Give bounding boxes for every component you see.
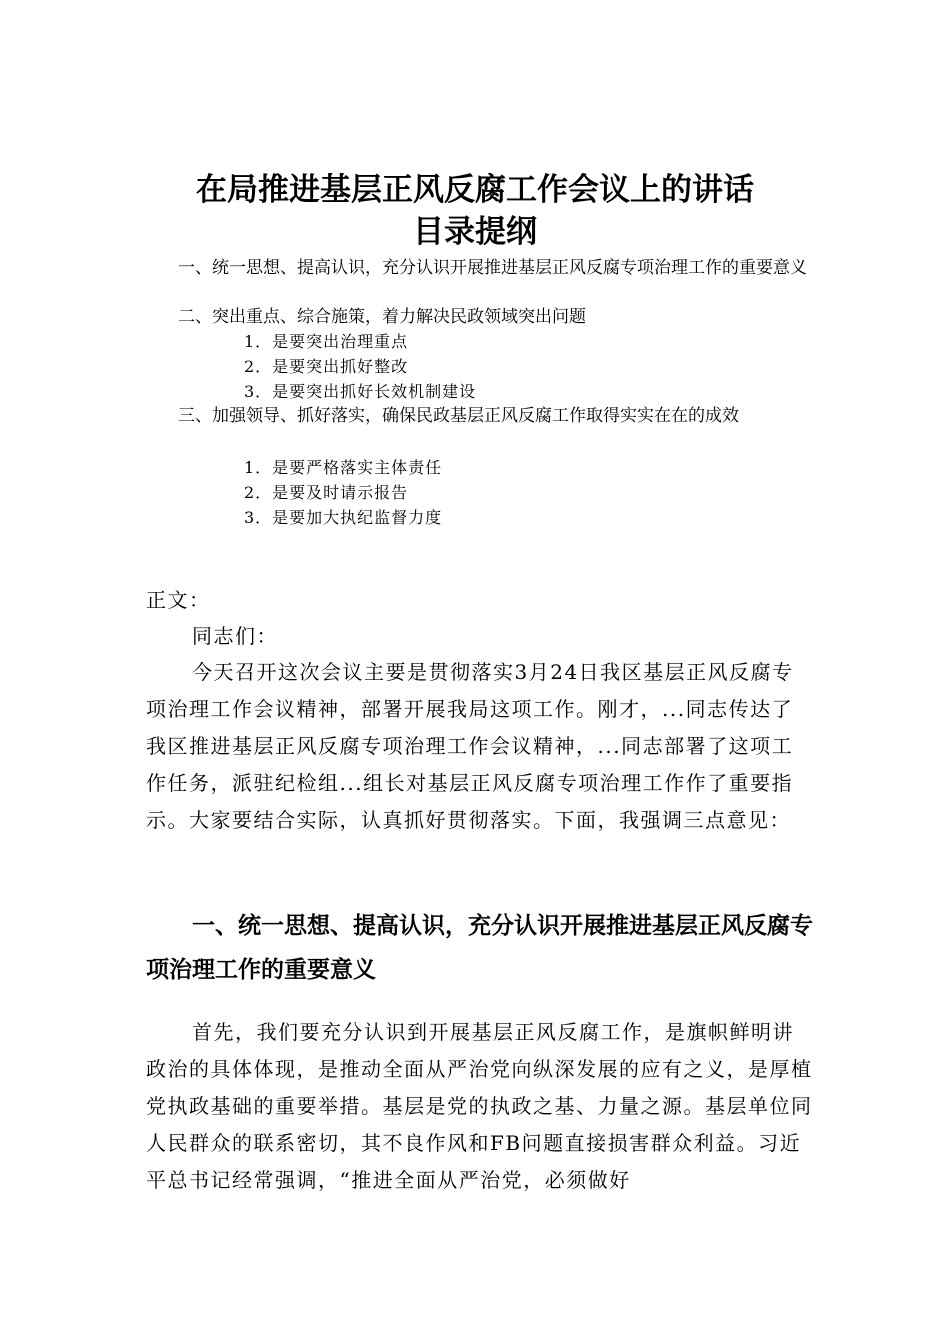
greeting: 同志们： bbox=[192, 624, 278, 648]
outline-heading-2: 二、突出重点、综合施策，着力解决民政领域突出问题 bbox=[178, 307, 586, 327]
outline-heading-3: 三、加强领导、抓好落实，确保民政基层正风反腐工作取得实实在在的成效 bbox=[178, 406, 739, 426]
outline-item: 2．是要及时请示报告 bbox=[244, 483, 409, 502]
outline-item: 1．是要突出治理重点 bbox=[244, 332, 409, 351]
paragraph: 今天召开这次会议主要是贯彻落实3月24日我区基层正风反腐专项治理工作会议精神，部署开展我局这项工作。刚才，...同志传达了我区推进基层正风反腐专项治理工作会议精神，...同志部署了这项工作任务，派驻纪检组...组长对基层正风反腐专项治理工作作了重要指示。大家要结合实际，认真抓好贯彻落实。下面，我强调三点意见： bbox=[146, 660, 794, 832]
document-title: 在局推进基层正风反腐工作会议上的讲话 bbox=[196, 172, 754, 208]
body-label: 正文： bbox=[146, 588, 211, 612]
outline-item: 1．是要严格落实主体责任 bbox=[244, 458, 443, 477]
section-heading: 一、统一思想、提高认识，充分认识开展推进基层正风反腐专项治理工作的重要意义 bbox=[146, 913, 813, 983]
outline-item: 3．是要加大执纪监督力度 bbox=[244, 508, 443, 527]
outline-item: 2．是要突出抓好整改 bbox=[244, 357, 409, 376]
outline-item: 3．是要突出抓好长效机制建设 bbox=[244, 382, 477, 401]
outline-heading-1: 一、统一思想、提高认识，充分认识开展推进基层正风反腐专项治理工作的重要意义 bbox=[178, 258, 807, 278]
paragraph: 首先，我们要充分认识到开展基层正风反腐工作，是旗帜鲜明讲政治的具体体现，是推动全面从严治党向纵深发展的应有之义，是厚植党执政基础的重要举措。基层是党的执政之基、力量之源。基层单位同人民群众的联系密切，其不良作风和FB问题直接损害群众利益。习近平总书记经常强调，“推进全面从严治党，必须做好 bbox=[146, 1020, 813, 1192]
outline-title: 目录提纲 bbox=[413, 214, 537, 250]
